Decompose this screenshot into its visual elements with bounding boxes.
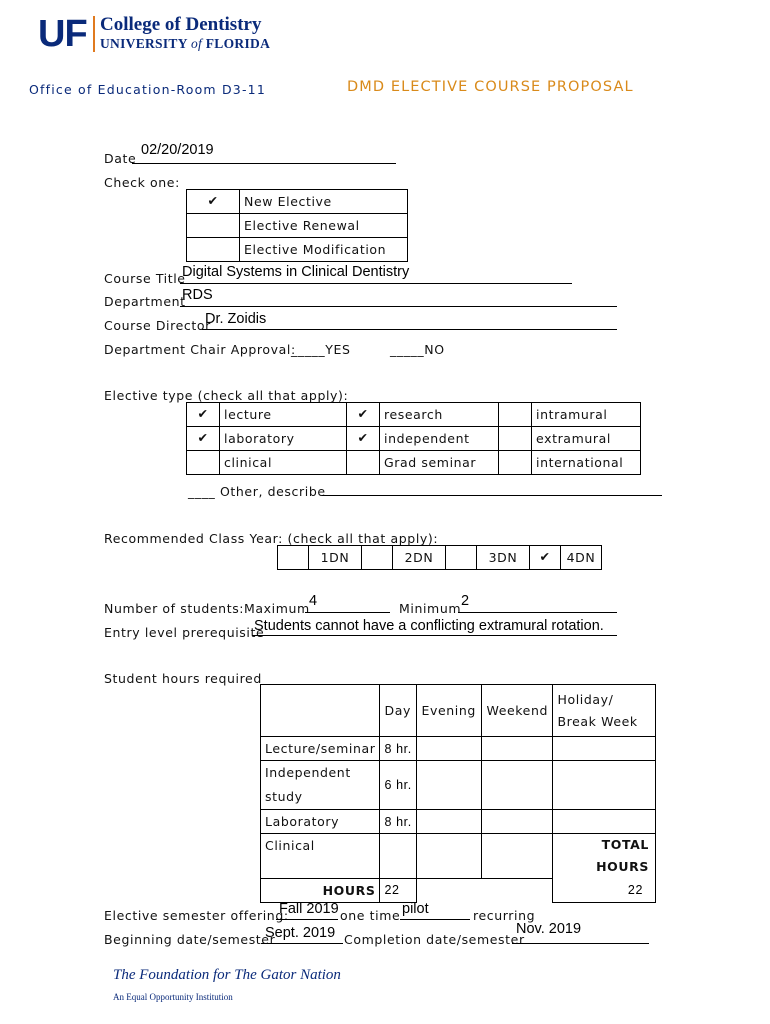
course-title-underline: [180, 283, 572, 284]
research-checkbox[interactable]: ✔: [347, 403, 380, 427]
university-suffix: FLORIDA: [205, 36, 271, 51]
lecture-checkbox[interactable]: ✔: [187, 403, 220, 427]
uf-logo: [38, 14, 278, 58]
lecture-label: lecture: [220, 403, 347, 427]
recurring-label: recurring: [473, 908, 536, 923]
grand-total-label-line1: TOTAL: [601, 837, 649, 852]
maximum-label: Maximum: [244, 601, 310, 616]
clinical-checkbox[interactable]: [187, 451, 220, 475]
elective-type-table: [186, 402, 641, 475]
beginning-date-underline: [261, 943, 343, 944]
completion-date-label: Completion date/semester: [344, 932, 525, 947]
3dn-label: 3DN: [477, 546, 530, 570]
course-director-label: Course Director: [104, 318, 211, 333]
other-describe-label: ____ Other, describe: [188, 484, 326, 499]
hours-total-label: HOURS: [261, 878, 380, 902]
hours-col-holiday-line2: Break Week: [557, 713, 638, 729]
class-year-table: [277, 545, 602, 570]
laboratory-weekend[interactable]: [482, 810, 553, 834]
college-name: College of Dentistry: [100, 14, 262, 35]
office-label: Office of Education-Room D3-11: [29, 82, 266, 97]
laboratory-day[interactable]: 8 hr.: [380, 810, 417, 834]
university-of: of: [190, 36, 203, 51]
hours-col-weekend: Weekend: [482, 685, 553, 737]
check-one-label: Check one:: [104, 175, 180, 190]
international-checkbox[interactable]: [499, 451, 532, 475]
laboratory-row-label: Laboratory: [261, 810, 380, 834]
clinical-row-label: Clinical: [261, 834, 380, 879]
students-label: Number of students:: [104, 601, 245, 616]
extramural-checkbox[interactable]: [499, 427, 532, 451]
hours-corner-cell: [261, 685, 380, 737]
class-year-label: Recommended Class Year: (check all that apply):: [104, 531, 439, 546]
date-underline: [132, 163, 396, 164]
course-title-label: Course Title: [104, 271, 186, 286]
lecture-seminar-weekend[interactable]: [482, 737, 553, 761]
department-label: Department: [104, 294, 186, 309]
independent-study-holiday[interactable]: [553, 761, 656, 810]
elective-modification-label: Elective Modification: [240, 238, 408, 262]
university-prefix: UNIVERSITY: [100, 36, 188, 51]
4dn-label: 4DN: [561, 546, 602, 570]
laboratory-holiday[interactable]: [553, 810, 656, 834]
minimum-underline: [458, 612, 617, 613]
date-label: Date: [104, 151, 137, 166]
beginning-date-label: Beginning date/semester: [104, 932, 276, 947]
hours-col-holiday: [553, 685, 656, 737]
extramural-label: extramural: [532, 427, 641, 451]
independent-study-weekend[interactable]: [482, 761, 553, 810]
hours-total-value[interactable]: 22: [380, 878, 417, 902]
1dn-checkbox[interactable]: [278, 546, 309, 570]
lecture-seminar-holiday[interactable]: [553, 737, 656, 761]
chair-approval-yes[interactable]: _____YES: [291, 342, 351, 357]
semester-offering-underline: [276, 919, 338, 920]
pilot-value[interactable]: pilot: [402, 901, 429, 917]
department-underline: [180, 306, 617, 307]
completion-date-value[interactable]: Nov. 2019: [516, 921, 582, 937]
clinical-weekend[interactable]: [482, 834, 553, 879]
grad-seminar-label: Grad seminar: [380, 451, 499, 475]
course-director-underline: [202, 329, 617, 330]
lecture-seminar-evening[interactable]: [417, 737, 482, 761]
elective-renewal-checkbox[interactable]: [187, 214, 240, 238]
footer-eoi: An Equal Opportunity Institution: [113, 992, 233, 1002]
hours-blank-1: [417, 878, 482, 902]
semester-offering-label: Elective semester offering:: [104, 908, 289, 923]
minimum-label: Minimum: [399, 601, 462, 616]
check-one-table: [186, 189, 408, 262]
new-elective-label: New Elective: [240, 190, 408, 214]
hours-table: [260, 684, 656, 903]
date-value[interactable]: 02/20/2019: [141, 142, 214, 158]
hours-blank-2: [482, 878, 553, 902]
clinical-evening[interactable]: [417, 834, 482, 879]
lecture-seminar-day[interactable]: 8 hr.: [380, 737, 417, 761]
international-label: international: [532, 451, 641, 475]
beginning-date-value[interactable]: Sept. 2019: [265, 925, 336, 941]
laboratory-label: laboratory: [220, 427, 347, 451]
logo-divider: [93, 16, 95, 52]
hours-col-day: Day: [380, 685, 417, 737]
uf-logo-mark: UF: [38, 13, 87, 55]
new-elective-checkbox[interactable]: ✔: [187, 190, 240, 214]
independent-study-row-label: [261, 761, 380, 810]
university-name: [100, 36, 270, 52]
2dn-label: 2DN: [393, 546, 446, 570]
pilot-underline: [400, 919, 470, 920]
lecture-seminar-row-label: Lecture/seminar: [261, 737, 380, 761]
independent-study-line1: Independent: [265, 765, 351, 780]
department-value[interactable]: RDS: [182, 287, 213, 303]
2dn-checkbox[interactable]: [362, 546, 393, 570]
form-title: DMD ELECTIVE COURSE PROPOSAL: [347, 79, 634, 95]
chair-approval-label: Department Chair Approval:: [104, 342, 296, 357]
maximum-value[interactable]: 4: [309, 593, 318, 609]
grand-total-value[interactable]: 22: [553, 878, 656, 902]
elective-renewal-label: Elective Renewal: [240, 214, 408, 238]
prerequisite-underline: [252, 635, 617, 636]
minimum-value[interactable]: 2: [461, 593, 470, 609]
footer-tagline: The Foundation for The Gator Nation: [113, 967, 341, 983]
grand-total-label-line2: HOURS: [596, 859, 649, 874]
other-describe-underline[interactable]: [322, 495, 662, 496]
intramural-checkbox[interactable]: [499, 403, 532, 427]
clinical-day[interactable]: [380, 834, 417, 879]
grad-seminar-checkbox[interactable]: [347, 451, 380, 475]
4dn-checkbox[interactable]: ✔: [530, 546, 561, 570]
laboratory-evening[interactable]: [417, 810, 482, 834]
one-time-label: one time: [340, 908, 401, 923]
laboratory-checkbox[interactable]: ✔: [187, 427, 220, 451]
completion-date-underline: [512, 943, 649, 944]
clinical-label: clinical: [220, 451, 347, 475]
elective-modification-checkbox[interactable]: [187, 238, 240, 262]
intramural-label: intramural: [532, 403, 641, 427]
course-director-value[interactable]: Dr. Zoidis: [205, 311, 267, 327]
independent-study-evening[interactable]: [417, 761, 482, 810]
prerequisite-value[interactable]: Students cannot have a conflicting extramural rotation.: [254, 618, 604, 634]
3dn-checkbox[interactable]: [446, 546, 477, 570]
prerequisite-label: Entry level prerequisite: [104, 625, 265, 640]
hours-col-evening: Evening: [417, 685, 482, 737]
independent-label: independent: [380, 427, 499, 451]
elective-type-label: Elective type (check all that apply):: [104, 388, 349, 403]
independent-checkbox[interactable]: ✔: [347, 427, 380, 451]
research-label: research: [380, 403, 499, 427]
1dn-label: 1DN: [309, 546, 362, 570]
chair-approval-no[interactable]: _____NO: [390, 342, 445, 357]
independent-study-line2: study: [265, 789, 303, 804]
course-title-value[interactable]: Digital Systems in Clinical Dentistry: [182, 264, 410, 280]
hours-col-holiday-line1: Holiday/: [557, 691, 614, 707]
grand-total-label: [553, 834, 656, 879]
maximum-underline: [305, 612, 390, 613]
student-hours-label: Student hours required: [104, 671, 262, 686]
semester-offering-value[interactable]: Fall 2019: [279, 901, 339, 917]
independent-study-day[interactable]: 6 hr.: [380, 761, 417, 810]
